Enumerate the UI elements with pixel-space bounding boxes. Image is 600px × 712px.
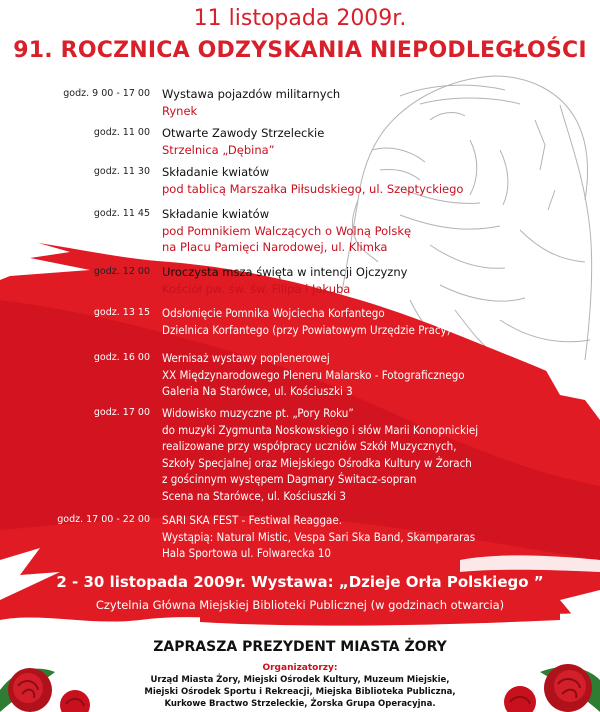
organizers-line: Miejski Ośrodek Sportu i Rekreacji, Miejska Biblioteka Publiczna,	[144, 687, 456, 697]
event-detail: z gościnnym występem Dagmary Świtacz-sopran	[162, 472, 417, 486]
event-time: godz. 17 00	[93, 407, 150, 418]
event-title: Składanie kwiatów	[162, 207, 270, 221]
exhibition-title: 2 - 30 listopada 2009r. Wystawa: „Dzieje Orła Polskiego ”	[56, 573, 544, 591]
event-location: pod Pomnikiem Walczących o Wolną Polskę	[162, 223, 412, 238]
event-time: godz. 17 00 - 22 00	[57, 514, 150, 525]
event-title: Widowisko muzyczne pt. „Pory Roku”	[162, 406, 354, 420]
event-title: Uroczysta msza święta w intencji Ojczyzny	[162, 265, 408, 279]
event-detail: realizowane przy współpracy uczniów Szkół Muzycznych,	[162, 439, 457, 453]
event-location: Strzelnica „Dębina”	[162, 142, 275, 157]
event-title: Otwarte Zawody Strzeleckie	[162, 126, 325, 140]
event-time: godz. 11 45	[93, 208, 150, 219]
event-time: godz. 11 00	[93, 127, 150, 138]
event-title: Wernisaż wystawy poplenerowej	[162, 351, 330, 365]
event-location: Rynek	[162, 103, 198, 118]
organizers-line: Kurkowe Bractwo Strzeleckie, Żorska Grupa Operacyjna.	[164, 699, 436, 709]
anniversary-title: 91. ROCZNICA ODZYSKANIA NIEPODLEGŁOŚCI	[13, 38, 587, 63]
date-heading: 11 listopada 2009r.	[193, 6, 407, 31]
event-time: godz. 9 00 - 17 00	[63, 88, 150, 99]
event-detail: XX Międzynarodowego Pleneru Malarsko - Fotograficznego	[162, 367, 465, 382]
event-location: Kościół pw. św. św. Filipa i Jakuba	[162, 281, 351, 296]
exhibition-place: Czytelnia Główna Miejskiej Biblioteki Publicznej (w godzinach otwarcia)	[95, 598, 505, 612]
event-location: Dzielnica Korfantego (przy Powiatowym Urzędzie Pracy)	[162, 322, 451, 337]
event-location: Hala Sportowa ul. Folwarecka 10	[162, 546, 331, 560]
event-title: SARI SKA FEST - Festiwal Reaggae.	[162, 513, 343, 527]
event-time: godz. 16 00	[93, 352, 150, 363]
event-location: pod tablicą Marszałka Piłsudskiego, ul. Szeptyckiego	[162, 181, 464, 196]
event-time: godz. 12 00	[93, 266, 150, 277]
organizers-title: Organizatorzy:	[262, 663, 338, 673]
event-time: godz. 13 15	[93, 307, 150, 318]
organizers-line: Urząd Miasta Żory, Miejski Ośrodek Kultury, Muzeum Miejskie,	[150, 675, 450, 685]
event-location: na Placu Pamięci Narodowej, ul. Klimka	[162, 240, 388, 254]
event-location: Galeria Na Starówce, ul. Kościuszki 3	[162, 384, 353, 398]
event-title: Odsłonięcie Pomnika Wojciecha Korfantego	[162, 306, 385, 320]
event-title: Wystawa pojazdów militarnych	[162, 87, 341, 101]
event-detail: Wystąpią: Natural Mistic, Vespa Sari Ska Band, Skampararas	[162, 529, 476, 544]
event-detail: Szkoły Specjalnej oraz Miejskiego Ośrodka Kultury w Żorach	[162, 455, 472, 470]
event-time: godz. 11 30	[93, 166, 150, 177]
event-title: Składanie kwiatów	[162, 165, 270, 179]
event-location: Scena na Starówce, ul. Kościuszki 3	[162, 488, 346, 503]
invitation-line: ZAPRASZA PREZYDENT MIASTA ŻORY	[153, 639, 447, 655]
event-detail: do muzyki Zygmunta Noskowskiego i słów Marii Konopnickiej	[162, 422, 479, 437]
